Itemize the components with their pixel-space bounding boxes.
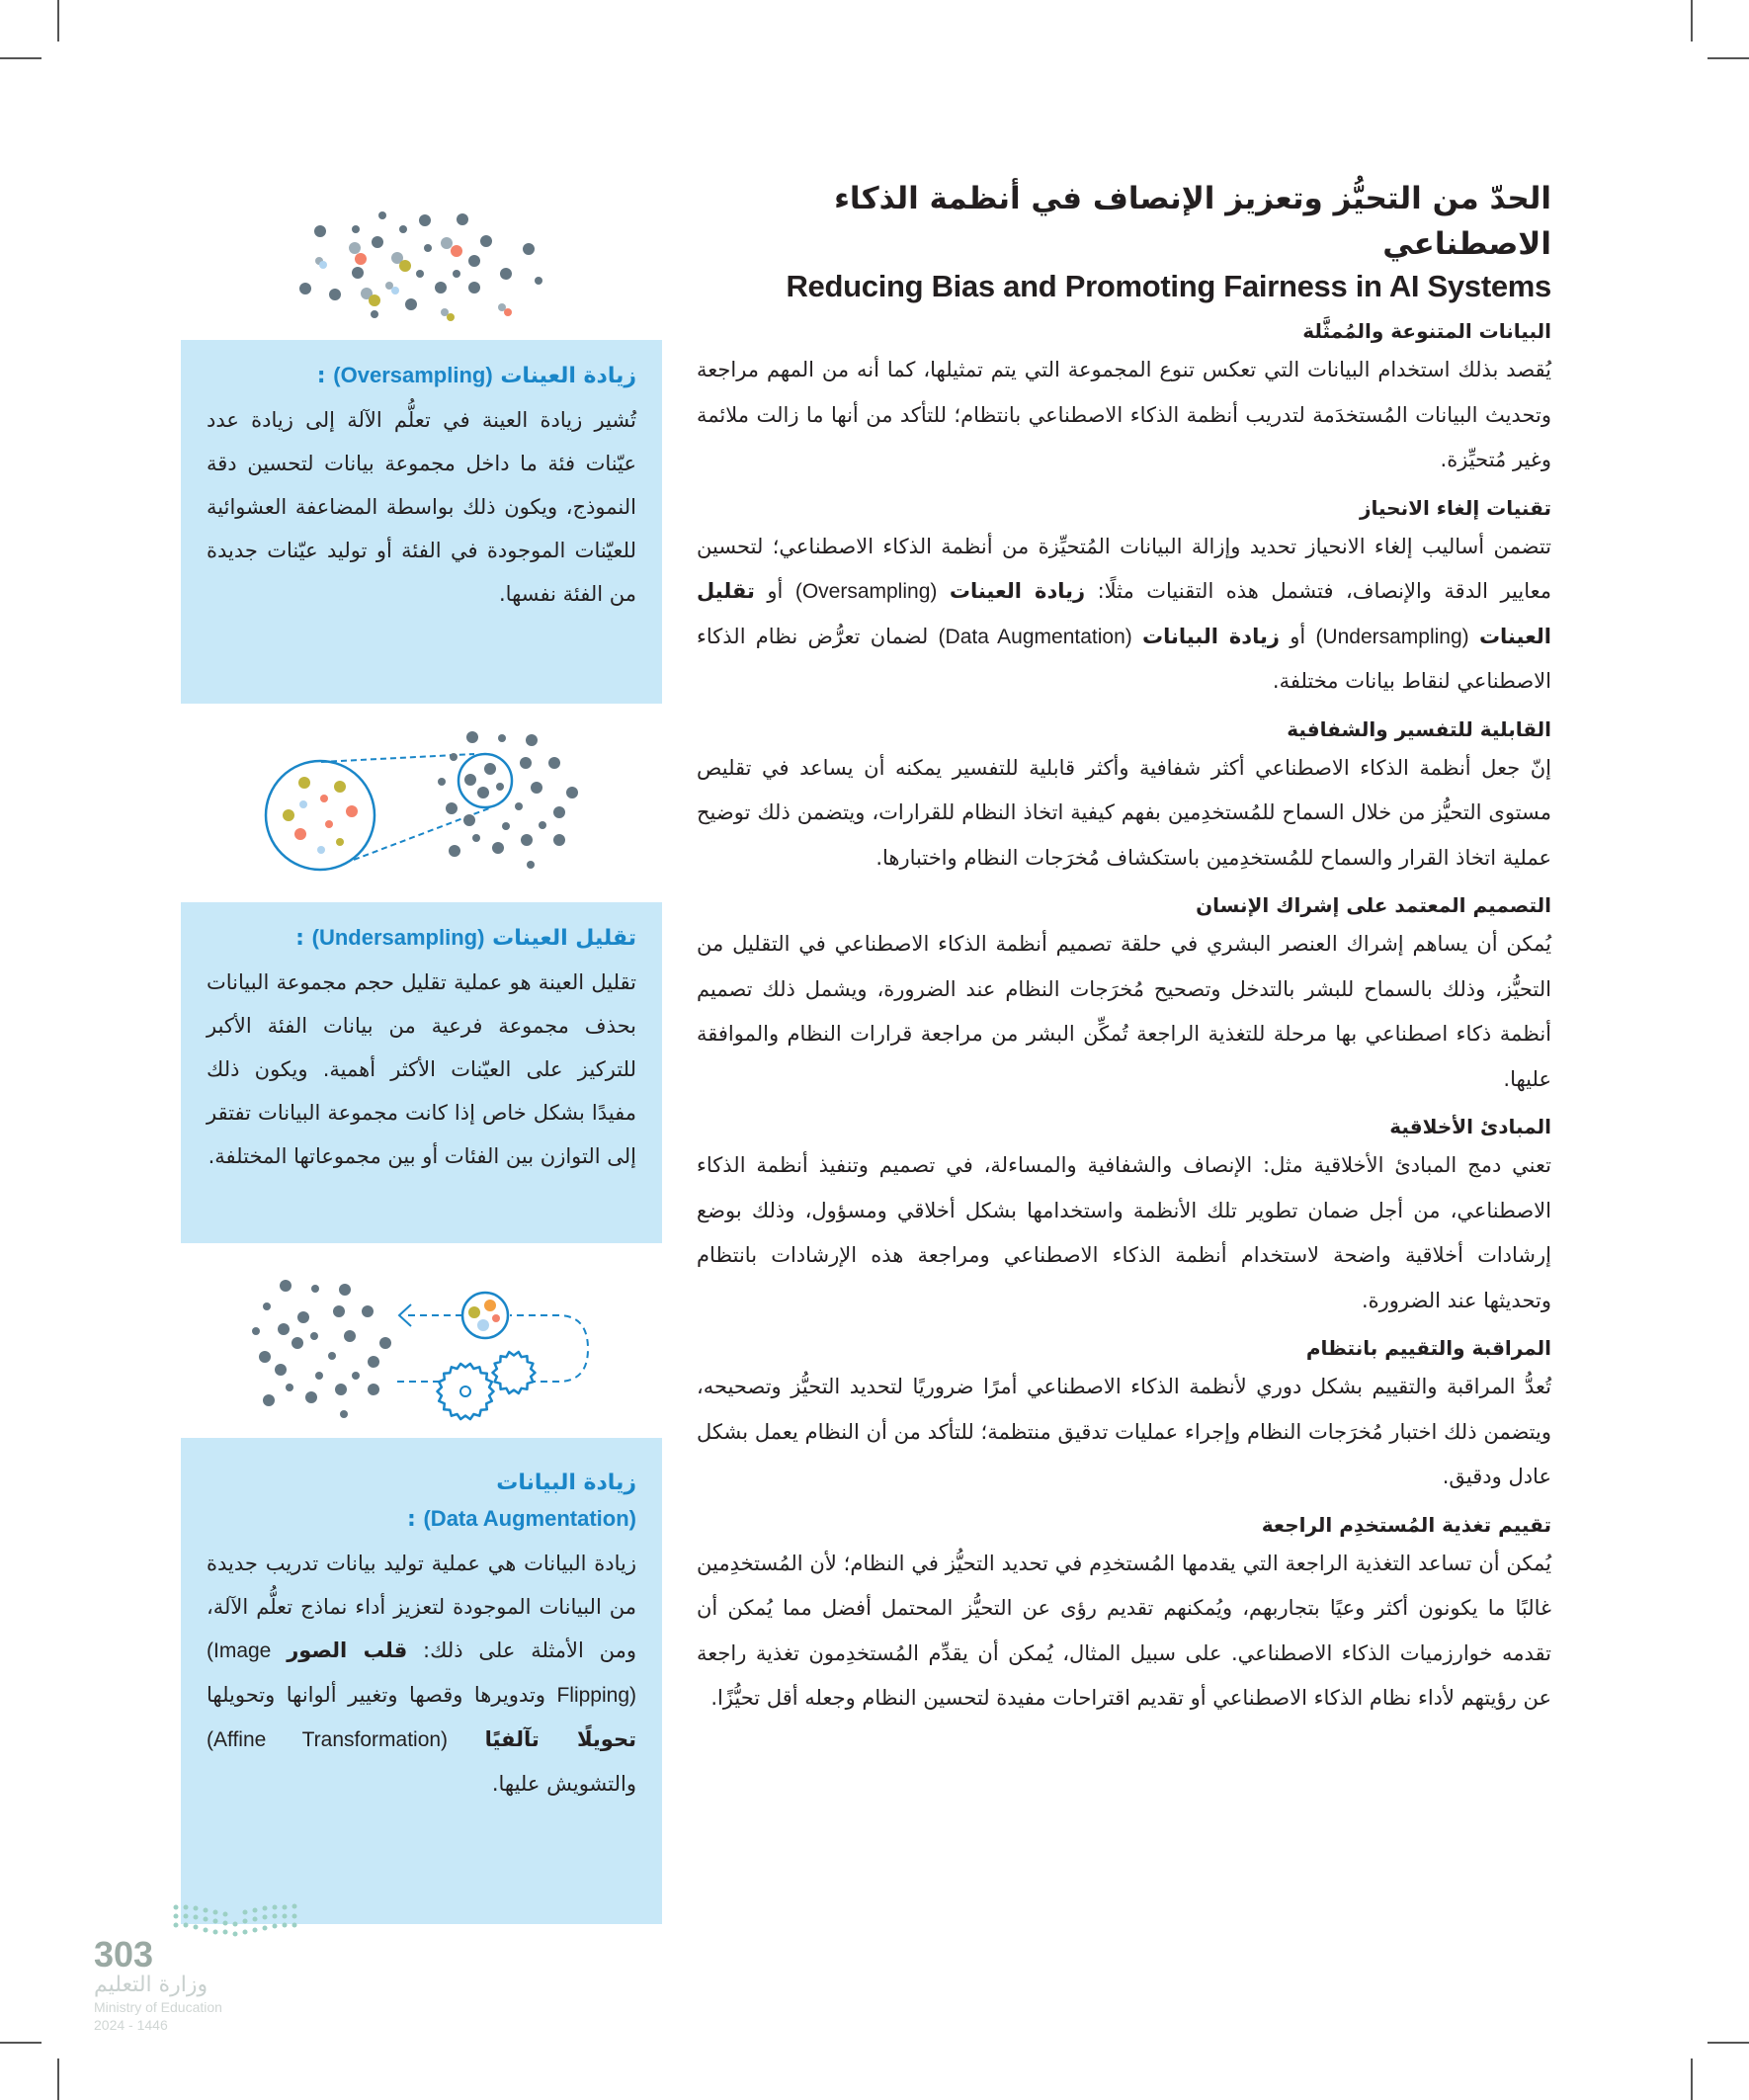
section-ethical-principles [697, 1112, 1551, 1323]
sidebar-box-undersampling [181, 902, 662, 1243]
data-point-dot [283, 1923, 288, 1928]
data-point-dot [174, 1914, 179, 1919]
data-point-dot [311, 1285, 319, 1293]
data-point-dot [446, 802, 458, 814]
data-point-dot [336, 838, 344, 846]
data-point-dot [457, 213, 468, 225]
data-point-dot [292, 1923, 297, 1928]
data-point-dot [535, 277, 542, 285]
data-point-dot [223, 1912, 228, 1917]
data-point-dot [263, 1915, 268, 1920]
data-point-dot [344, 1330, 356, 1342]
data-point-dot [548, 757, 560, 769]
body-text: أو [1279, 624, 1316, 648]
crop-mark [57, 0, 59, 42]
data-point-dot [298, 777, 310, 789]
data-point-dot [283, 1914, 288, 1919]
page-title-english: Reducing Bias and Promoting Fairness in AI Systems [786, 269, 1551, 303]
large-gear-icon [438, 1364, 494, 1419]
body-text: زيادة البيانات هي عملية توليد بيانات تدريب جديدة من البيانات الموجودة لتعزيز أداء نماذج تعلُّم الآلة، ومن الأمثلة على ذلك: [207, 1552, 636, 1662]
data-point-dot [204, 1928, 208, 1933]
data-point-dot [252, 1327, 260, 1335]
body-text: تتضمن أساليب إلغاء الانحياز تحديد وإزالة البيانات المُتحيِّزة من أنظمة الذكاء الاصطناعي؛ لتحسين معايير الدقة والإنصاف، فتشمل هذه التقنيات مثلًا: [697, 534, 1551, 603]
data-point-dot [349, 242, 361, 254]
colon: : [407, 1507, 416, 1532]
data-point-dot [233, 1922, 238, 1927]
data-point-dot [416, 270, 424, 278]
section-explainability [697, 714, 1551, 882]
mixed-data-points-illustration [277, 198, 573, 326]
data-point-dot [278, 1323, 290, 1335]
data-point-dot [263, 1906, 268, 1911]
data-point-dot [263, 1394, 275, 1406]
sidebar-box-body: تُشير زيادة العينة في تعلُّم الآلة إلى زيادة عدد عيّنات فئة ما داخل مجموعة بيانات لتحسين دقة النموذج، ويكون ذلك بواسطة المضاعفة العشوائية للعيّنات الموجودة في الفئة أو توليد عيّنات جديدة من الفئة نفسها. [207, 408, 636, 606]
term-en: (Image Flipping) [207, 1639, 636, 1707]
data-point-dot [263, 1926, 268, 1931]
crop-mark [1707, 57, 1749, 59]
section-heading: البيانات المتنوعة والمُمثَّلة [1302, 319, 1551, 343]
sidebar-box-body [207, 1542, 636, 1806]
sample-dot [492, 1314, 500, 1322]
title-en: (Data Augmentation) [423, 1506, 636, 1531]
data-point-dot [523, 243, 535, 255]
body-text: أو [754, 579, 795, 603]
section-user-feedback [697, 1510, 1551, 1722]
data-point-dot [378, 211, 386, 219]
section-monitoring [697, 1333, 1551, 1500]
sidebar-box-body: تقليل العينة هو عملية تقليل حجم مجموعة البيانات بحذف مجموعة فرعية من بيانات الفئة الأكبر للتركيز على العيّنات الأكثر أهمية. ويكون ذلك مفيدًا بشكل خاص إذا كانت مجموعة البيانات تفتقر إلى التوازن بين الفئات أو بين مجموعاتها المختلفة. [207, 970, 636, 1168]
sample-dot [468, 1306, 480, 1318]
data-point-dot [283, 1905, 288, 1910]
crop-mark [57, 2058, 59, 2100]
term-affine-transformation: تحويلًا تآلفيًا [484, 1727, 636, 1751]
section-human-in-loop [697, 890, 1551, 1102]
data-point-dot [521, 834, 533, 846]
data-point-dot [335, 1384, 347, 1395]
data-point-dot [463, 814, 475, 826]
data-point-dot [213, 1930, 218, 1935]
data-point-dot [334, 781, 346, 793]
data-point-dot [399, 260, 411, 272]
data-point-dot [526, 734, 538, 746]
data-point-dot [520, 757, 532, 769]
data-point-dot [263, 1302, 271, 1310]
data-point-dot [273, 1924, 278, 1929]
data-point-dot [184, 1923, 189, 1928]
term-en: (Affine Transformation) [207, 1728, 449, 1751]
data-point-dot [498, 734, 506, 742]
data-point-dot [213, 1910, 218, 1915]
data-point-dot [405, 298, 417, 310]
section-body: تُعدُّ المراقبة والتقييم بشكل دوري لأنظمة الذكاء الاصطناعي أمرًا ضروريًا لتحديد التحيُّز وتصحيحه، ويتضمن ذلك اختبار مُخرَجات النظام وإجراء عمليات تدقيق منتظمة؛ للتأكد من أن النظام يعمل بشكل عادل ودقيق. [697, 1375, 1551, 1488]
section-debiasing-techniques [697, 493, 1551, 705]
sidebar-box-title [207, 358, 636, 394]
data-point-dot [352, 267, 364, 279]
data-point-dot [464, 774, 476, 786]
term-data-augmentation: زيادة البيانات [1142, 624, 1280, 648]
sidebar-box-title [207, 920, 636, 957]
page-title-arabic: الحدّ من التحيُّز وتعزيز الإنصاف في أنظمة الذكاء الاصطناعي [834, 181, 1551, 262]
data-point-dot [496, 783, 504, 791]
body-text: لضمان تعرُّض نظام الذكاء الاصطناعي لنقاط بيانات مختلفة. [697, 624, 1551, 693]
data-point-dot [502, 822, 510, 830]
data-point-dot [451, 245, 462, 257]
data-point-dot [174, 1905, 179, 1910]
data-point-dot [292, 1914, 297, 1919]
edition-year: 2024 - 1446 [94, 2017, 168, 2033]
data-point-dot [438, 778, 446, 786]
data-point-dot [472, 834, 480, 842]
data-point-dot [315, 1372, 323, 1380]
data-point-dot [243, 1919, 248, 1924]
data-point-dot [253, 1917, 258, 1922]
data-point-dot [450, 753, 458, 761]
data-point-dot [194, 1906, 199, 1911]
data-point-dot [329, 289, 341, 300]
data-point-dot [286, 1384, 293, 1391]
body-text: وتدويرها وقصها وتغيير ألوانها وتحويلها [207, 1683, 557, 1707]
data-point-dot [259, 1351, 271, 1363]
section-heading: التصميم المعتمد على إشراك الإنسان [1196, 893, 1551, 917]
ministry-name-english: Ministry of Education [94, 1999, 222, 2015]
crop-mark [0, 2042, 42, 2044]
data-point-dot [253, 1908, 258, 1913]
data-point-dot [223, 1921, 228, 1926]
title-ar: تقليل العينات [492, 926, 636, 951]
data-point-dot [435, 282, 447, 294]
data-point-dot [213, 1919, 218, 1924]
section-body: يُقصد بذلك استخدام البيانات التي تعكس تنوع المجموعة التي يتم تمثيلها، كما أنه من المهم مراجعة وتحديث البيانات المُستخدَمة لتدريب أنظمة الذكاء الاصطناعي بانتظام؛ للتأكد من أنها ما زالت ملائمة وغير مُتحيِّزة. [697, 358, 1551, 471]
crop-mark [0, 57, 42, 59]
data-point-dot [371, 310, 378, 318]
data-point-dot [504, 308, 512, 316]
data-point-dot [253, 1928, 258, 1933]
data-point-dot [379, 1337, 391, 1349]
data-point-dot [333, 1305, 345, 1317]
title-en: (Oversampling) [333, 363, 493, 387]
section-heading: تقنيات إلغاء الانحياز [1359, 495, 1551, 520]
data-point-dot [566, 787, 578, 798]
data-point-dot [424, 244, 432, 252]
data-point-dot [515, 802, 523, 810]
data-point-dot [399, 225, 407, 233]
term-image-flipping: قلب الصور [287, 1638, 408, 1662]
data-point-dot [484, 763, 496, 775]
data-point-dot [368, 1384, 379, 1395]
section-diverse-data [697, 316, 1551, 483]
page-number: 303 [94, 1934, 154, 1974]
data-point-dot [320, 795, 328, 802]
data-point-dot [305, 1391, 317, 1403]
data-point-dot [194, 1915, 199, 1920]
data-point-dot [447, 313, 455, 321]
data-point-dot [194, 1925, 199, 1930]
data-point-dot [468, 255, 480, 267]
crop-mark [1691, 2058, 1693, 2100]
data-point-dot [328, 1352, 336, 1360]
section-heading: تقييم تغذية المُستخدِم الراجعة [1261, 1512, 1551, 1537]
data-point-dot [339, 1284, 351, 1296]
data-point-dot [314, 225, 326, 237]
data-point-dot [355, 253, 367, 265]
data-point-dot [233, 1932, 238, 1937]
data-point-dot [184, 1914, 189, 1919]
sidebar-box-subtitle [207, 1501, 636, 1538]
data-point-dot [553, 806, 565, 818]
data-point-dot [372, 236, 383, 248]
data-point-dot [273, 1914, 278, 1919]
term-en: (Oversampling) [794, 580, 938, 603]
data-point-dot [346, 805, 358, 817]
section-body: يُمكن أن يساهم إشراك العنصر البشري في حلقة تصميم أنظمة الذكاء الاصطناعي في التقليل من التحيُّز، وذلك بالسماح للبشر بالتدخل وتصحيح مُخرَجات النظام عند الضرورة، ويشمل ذلك تصميم أنظمة ذكاء اصطناعي بها مرحلة للتغذية الراجعة تُمكِّن البشر من مراجعة قرارات النظام والموافقة عليها. [697, 932, 1551, 1091]
crop-mark [1707, 2042, 1749, 2044]
ministry-name-arabic: وزارة التعليم [94, 1973, 208, 1997]
data-point-dot [500, 268, 512, 280]
data-point-dot [319, 261, 327, 269]
data-point-dot [204, 1908, 208, 1913]
data-point-dot [223, 1930, 228, 1935]
magnified-subset-illustration [247, 712, 583, 880]
sample-dot [477, 1319, 489, 1331]
title-en: (Undersampling) [311, 925, 485, 950]
data-point-dot [174, 1923, 179, 1928]
data-point-dot [352, 225, 360, 233]
data-point-dot [243, 1930, 248, 1935]
data-point-dot [480, 235, 492, 247]
body-text: والتشويش عليها. [491, 1772, 636, 1796]
data-point-dot [283, 809, 294, 821]
main-column [697, 176, 1551, 1722]
data-point-dot [527, 861, 535, 869]
data-point-dot [441, 237, 453, 249]
data-point-dot [368, 1356, 379, 1368]
data-point-dot [391, 287, 399, 294]
data-point-dot [492, 842, 504, 854]
data-point-dot [184, 1905, 189, 1910]
data-point-dot [317, 846, 325, 854]
data-point-dot [273, 1905, 278, 1910]
title-ar: زيادة العينات [500, 364, 636, 388]
data-point-dot [299, 800, 307, 808]
sidebar-box-oversampling [181, 340, 662, 704]
data-point-dot [453, 270, 460, 278]
crop-mark [1691, 0, 1693, 42]
section-body: يُمكن أن تساعد التغذية الراجعة التي يقدمها المُستخدِم في تحديد التحيُّز في النظام؛ لأن المُستخدِمين غالبًا ما يكونون أكثر وعيًا بتجاربهم، ويُمكنهم تقديم رؤى عن التحيُّز المحتمل أفضل مما يُمكن أن تقدمه خوارزميات الذكاء الاصطناعي. على سبيل المثال، يُمكن أن يقدِّم المُستخدِمون تغذية راجعة عن رؤيتهم لأداء نظام الذكاء الاصطناعي أو تقديم اقتراحات مفيدة لتحسين النظام وجعله أقل تحيُّزًا. [697, 1551, 1551, 1710]
colon: : [295, 926, 304, 951]
data-point-dot [325, 820, 333, 828]
data-point-dot [275, 1364, 287, 1376]
section-body: تعني دمج المبادئ الأخلاقية مثل: الإنصاف والشفافية والمساءلة، في تصميم وتنفيذ أنظمة الذكاء الاصطناعي، من أجل ضمان تطوير تلك الأنظمة واستخدامها بشكل أخلاقي ومسؤول، وذلك بوضع إرشادات أخلاقية واضحة لاستخدام أنظمة الذكاء الاصطناعي ومراجعة هذه الإرشادات بانتظام وتحديثها عند الضرورة. [697, 1153, 1551, 1312]
sidebar-box-data-augmentation [181, 1438, 662, 1924]
data-point-dot [310, 1332, 318, 1340]
section-body: إنّ جعل أنظمة الذكاء الاصطناعي أكثر شفافية وأكثر قابلية للتفسير يمكنه أن يساعد في تقليص مستوى التحيُّز من خلال السماح للمُستخدِمين بفهم كيفية اتخاذ النظام للقرارات، ويتضمن ذلك توضيح عملية اتخاذ القرار والسماح للمُستخدِمين باستكشاف مُخرَجات النظام واختبارها. [697, 755, 1551, 870]
data-point-dot [297, 1311, 309, 1323]
data-point-dot [369, 294, 380, 306]
data-point-dot [468, 282, 480, 294]
data-point-dot [243, 1910, 248, 1915]
data-point-dot [362, 1305, 374, 1317]
data-point-dot [419, 214, 431, 226]
data-point-dot [340, 1410, 348, 1418]
colon: : [316, 364, 326, 388]
data-point-dot [477, 787, 489, 798]
page-footer [94, 1934, 292, 2034]
small-gear-icon [493, 1352, 536, 1393]
term-en: (Undersampling) [1315, 625, 1469, 648]
data-point-dot [292, 1337, 303, 1349]
data-point-dot [294, 828, 306, 840]
term-undersampling: تقليل العينات [697, 579, 1552, 648]
data-point-dot [539, 821, 546, 829]
data-point-dot [299, 283, 311, 294]
section-heading: القابلية للتفسير والشفافية [1287, 716, 1551, 741]
term-en: (Data Augmentation) [938, 625, 1132, 648]
data-point-dot [352, 1372, 360, 1380]
data-point-dot [292, 1904, 297, 1909]
data-point-dot [449, 845, 460, 857]
term-oversampling: زيادة العينات [949, 579, 1086, 603]
section-heading: المبادئ الأخلاقية [1389, 1115, 1551, 1138]
section-body [697, 525, 1551, 705]
data-point-dot [531, 782, 542, 794]
sidebar-box-title: زيادة البيانات [496, 1470, 636, 1495]
sample-dot [484, 1300, 496, 1311]
data-point-dot [466, 731, 478, 743]
section-heading: المراقبة والتقييم بانتظام [1305, 1336, 1551, 1360]
data-point-dot [204, 1917, 208, 1922]
gear-augmentation-cycle-illustration [237, 1265, 593, 1433]
data-point-dot [553, 834, 565, 846]
data-point-dot [280, 1280, 292, 1292]
